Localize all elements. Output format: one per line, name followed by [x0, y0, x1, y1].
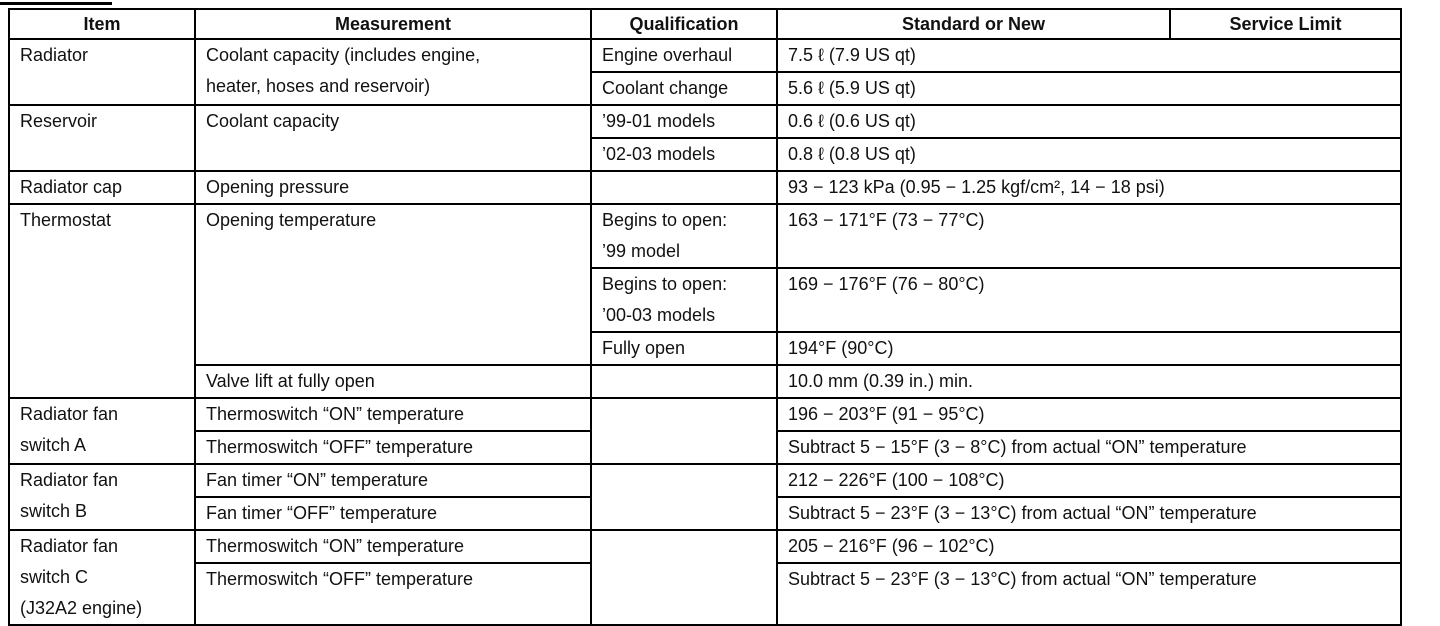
standard-cell: 5.6 ℓ (5.9 US qt): [777, 72, 1401, 105]
measurement-cell: Thermoswitch “OFF” temperature: [195, 563, 591, 625]
table-row: [9, 204, 1401, 268]
qualification-cell: [591, 171, 777, 204]
standard-cell: 163 − 171°F (73 − 77°C): [777, 204, 1401, 268]
standard-cell: 7.5 ℓ (7.9 US qt): [777, 39, 1401, 72]
measurement-cell: Opening temperature: [195, 204, 591, 365]
standard-cell: 205 − 216°F (96 − 102°C): [777, 530, 1401, 563]
qualification-cell: [591, 204, 777, 268]
table-row: [9, 365, 1401, 398]
qualification-cell: [591, 464, 777, 530]
standard-cell: 10.0 mm (0.39 in.) min.: [777, 365, 1401, 398]
measurement-cell: Thermoswitch “ON” temperature: [195, 398, 591, 431]
measurement-cell: Coolant capacity: [195, 105, 591, 171]
header-row: [9, 9, 1401, 39]
standard-cell: 194°F (90°C): [777, 332, 1401, 365]
item-thermostat: Thermostat: [9, 204, 195, 398]
item-label: Radiator: [20, 45, 89, 65]
qualification-cell: [591, 530, 777, 625]
item-radiator: [9, 39, 195, 105]
qualification-cell: Fully open: [591, 332, 777, 365]
qualification-cell: [591, 398, 777, 464]
standard-cell: Subtract 5 − 15°F (3 − 8°C) from actual “ON” temperature: [777, 431, 1401, 464]
qualification-line: Begins to open:: [602, 274, 728, 294]
header-standard: Standard or New: [777, 9, 1170, 39]
table-row: [9, 464, 1401, 497]
standard-cell: Subtract 5 − 23°F (3 − 13°C) from actual “ON” temperature: [777, 497, 1401, 530]
qualification-line: Begins to open:: [602, 210, 728, 230]
measurement-cell: Valve lift at fully open: [195, 365, 591, 398]
header-measurement: Measurement: [195, 9, 591, 39]
measurement-cell: Fan timer “ON” temperature: [195, 464, 591, 497]
table-row: [9, 171, 1401, 204]
item-fan-switch-b: [9, 464, 195, 530]
item-radiator-cap: Radiator cap: [9, 171, 195, 204]
measurement-cell: Opening pressure: [195, 171, 591, 204]
standard-cell: 169 − 176°F (76 − 80°C): [777, 268, 1401, 332]
item-fan-switch-a: [9, 398, 195, 464]
item-line: switch B: [20, 501, 88, 521]
item-line: Radiator fan: [20, 536, 119, 556]
qualification-line: ’00-03 models: [602, 305, 716, 325]
measurement-line: heater, hoses and reservoir): [206, 76, 431, 96]
qualification-cell: ’99-01 models: [591, 105, 777, 138]
item-line: (J32A2 engine): [20, 598, 143, 618]
standard-cell: 212 − 226°F (100 − 108°C): [777, 464, 1401, 497]
standard-cell: 93 − 123 kPa (0.95 − 1.25 kgf/cm², 14 − 18 psi): [777, 171, 1401, 204]
item-reservoir: Reservoir: [9, 105, 195, 171]
qualification-cell: Engine overhaul: [591, 39, 777, 72]
measurement-cell: Fan timer “OFF” temperature: [195, 497, 591, 530]
standard-cell: 196 − 203°F (91 − 95°C): [777, 398, 1401, 431]
item-fan-switch-c: [9, 530, 195, 625]
item-line: Radiator fan: [20, 404, 119, 424]
item-line: switch C: [20, 567, 89, 587]
measurement-coolant-capacity: [195, 39, 591, 105]
header-service-limit: Service Limit: [1170, 9, 1401, 39]
item-line: Radiator fan: [20, 470, 119, 490]
header-item: Item: [9, 9, 195, 39]
cooling-spec-table: [8, 8, 1402, 626]
standard-cell: Subtract 5 − 23°F (3 − 13°C) from actual “ON” temperature: [777, 563, 1401, 625]
table-row: [9, 39, 1401, 72]
item-line: switch A: [20, 435, 87, 455]
measurement-cell: Thermoswitch “ON” temperature: [195, 530, 591, 563]
table-row: [9, 398, 1401, 431]
header-rule: [0, 2, 112, 5]
standard-cell: 0.6 ℓ (0.6 US qt): [777, 105, 1401, 138]
measurement-line: Coolant capacity (includes engine,: [206, 45, 481, 65]
header-qualification: Qualification: [591, 9, 777, 39]
qualification-cell: [591, 268, 777, 332]
qualification-cell: ’02-03 models: [591, 138, 777, 171]
qualification-cell: [591, 365, 777, 398]
standard-cell: 0.8 ℓ (0.8 US qt): [777, 138, 1401, 171]
table-row: [9, 105, 1401, 138]
table-row: [9, 530, 1401, 563]
qualification-cell: Coolant change: [591, 72, 777, 105]
measurement-cell: Thermoswitch “OFF” temperature: [195, 431, 591, 464]
qualification-line: ’99 model: [602, 241, 681, 261]
